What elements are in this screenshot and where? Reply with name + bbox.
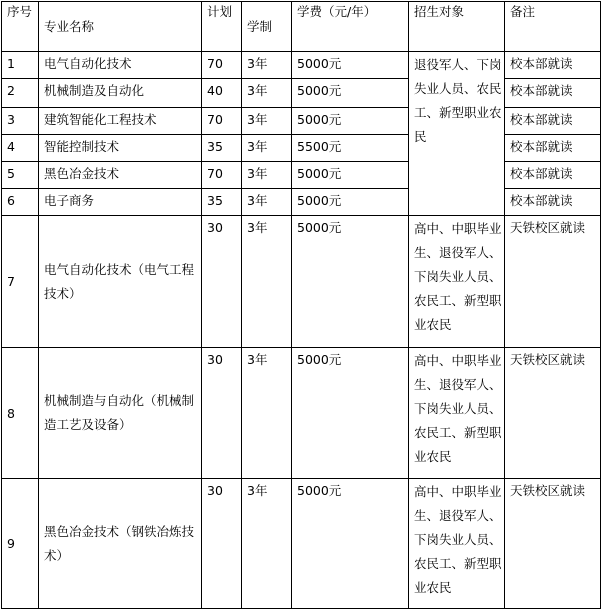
cell-fee: 5000元: [292, 189, 409, 216]
cell-fee: 5000元: [292, 108, 409, 135]
header-seq: 序号: [2, 2, 39, 52]
cell-note: 天铁校区就读: [505, 479, 601, 609]
cell-duration: 3年: [242, 479, 292, 609]
cell-name: 电气自动化技术: [39, 52, 202, 79]
cell-plan: 70: [202, 162, 242, 189]
cell-plan: 30: [202, 479, 242, 609]
table-row: [2, 79, 601, 108]
cell-fee: 5000元: [292, 79, 409, 108]
table-row: [2, 189, 601, 216]
cell-plan: 30: [202, 216, 242, 348]
table-row: [2, 216, 601, 348]
cell-seq: 7: [2, 216, 39, 348]
header-row: [2, 2, 601, 52]
cell-duration: 3年: [242, 162, 292, 189]
cell-plan: 70: [202, 52, 242, 79]
cell-note: 校本部就读: [505, 108, 601, 135]
cell-duration: 3年: [242, 135, 292, 162]
header-name: 专业名称: [39, 2, 202, 52]
enrollment-table: [1, 1, 601, 609]
header-plan: 计划: [202, 2, 242, 52]
cell-plan: 40: [202, 79, 242, 108]
cell-name: 建筑智能化工程技术: [39, 108, 202, 135]
cell-seq: 3: [2, 108, 39, 135]
cell-duration: 3年: [242, 108, 292, 135]
cell-target-shared: 退役军人、下岗失业人员、农民工、新型职业农民: [409, 52, 505, 216]
cell-duration: 3年: [242, 189, 292, 216]
cell-seq: 8: [2, 348, 39, 479]
cell-note: 校本部就读: [505, 162, 601, 189]
cell-name: 电子商务: [39, 189, 202, 216]
table-row: [2, 52, 601, 79]
cell-fee: 5000元: [292, 479, 409, 609]
cell-seq: 4: [2, 135, 39, 162]
cell-duration: 3年: [242, 79, 292, 108]
cell-name: 黑色冶金技术: [39, 162, 202, 189]
cell-seq: 9: [2, 479, 39, 609]
cell-plan: 30: [202, 348, 242, 479]
cell-duration: 3年: [242, 348, 292, 479]
cell-note: 天铁校区就读: [505, 348, 601, 479]
cell-duration: 3年: [242, 216, 292, 348]
table-row: [2, 479, 601, 609]
cell-note: 校本部就读: [505, 79, 601, 108]
cell-plan: 35: [202, 135, 242, 162]
cell-fee: 5000元: [292, 216, 409, 348]
cell-fee: 5500元: [292, 135, 409, 162]
cell-note: 校本部就读: [505, 52, 601, 79]
header-note: 备注: [505, 2, 601, 52]
header-target: 招生对象: [409, 2, 505, 52]
cell-seq: 1: [2, 52, 39, 79]
cell-name: 机械制造与自动化（机械制造工艺及设备）: [39, 348, 202, 479]
cell-target: 高中、中职毕业生、退役军人、下岗失业人员、农民工、新型职业农民: [409, 479, 505, 609]
cell-note: 校本部就读: [505, 135, 601, 162]
cell-name: 机械制造及自动化: [39, 79, 202, 108]
table-row: [2, 108, 601, 135]
cell-seq: 6: [2, 189, 39, 216]
cell-note: 天铁校区就读: [505, 216, 601, 348]
cell-note: 校本部就读: [505, 189, 601, 216]
header-fee: 学费（元/年）: [292, 2, 409, 52]
table-row: [2, 348, 601, 479]
cell-seq: 2: [2, 79, 39, 108]
cell-fee: 5000元: [292, 348, 409, 479]
cell-plan: 35: [202, 189, 242, 216]
cell-duration: 3年: [242, 52, 292, 79]
cell-target: 高中、中职毕业生、退役军人、下岗失业人员、农民工、新型职业农民: [409, 348, 505, 479]
cell-name: 电气自动化技术（电气工程技术）: [39, 216, 202, 348]
cell-name: 黑色冶金技术（钢铁冶炼技术）: [39, 479, 202, 609]
cell-fee: 5000元: [292, 162, 409, 189]
cell-fee: 5000元: [292, 52, 409, 79]
cell-target: 高中、中职毕业生、退役军人、下岗失业人员、农民工、新型职业农民: [409, 216, 505, 348]
header-duration: 学制: [242, 2, 292, 52]
cell-name: 智能控制技术: [39, 135, 202, 162]
table-row: [2, 135, 601, 162]
table-row: [2, 162, 601, 189]
cell-seq: 5: [2, 162, 39, 189]
cell-plan: 70: [202, 108, 242, 135]
